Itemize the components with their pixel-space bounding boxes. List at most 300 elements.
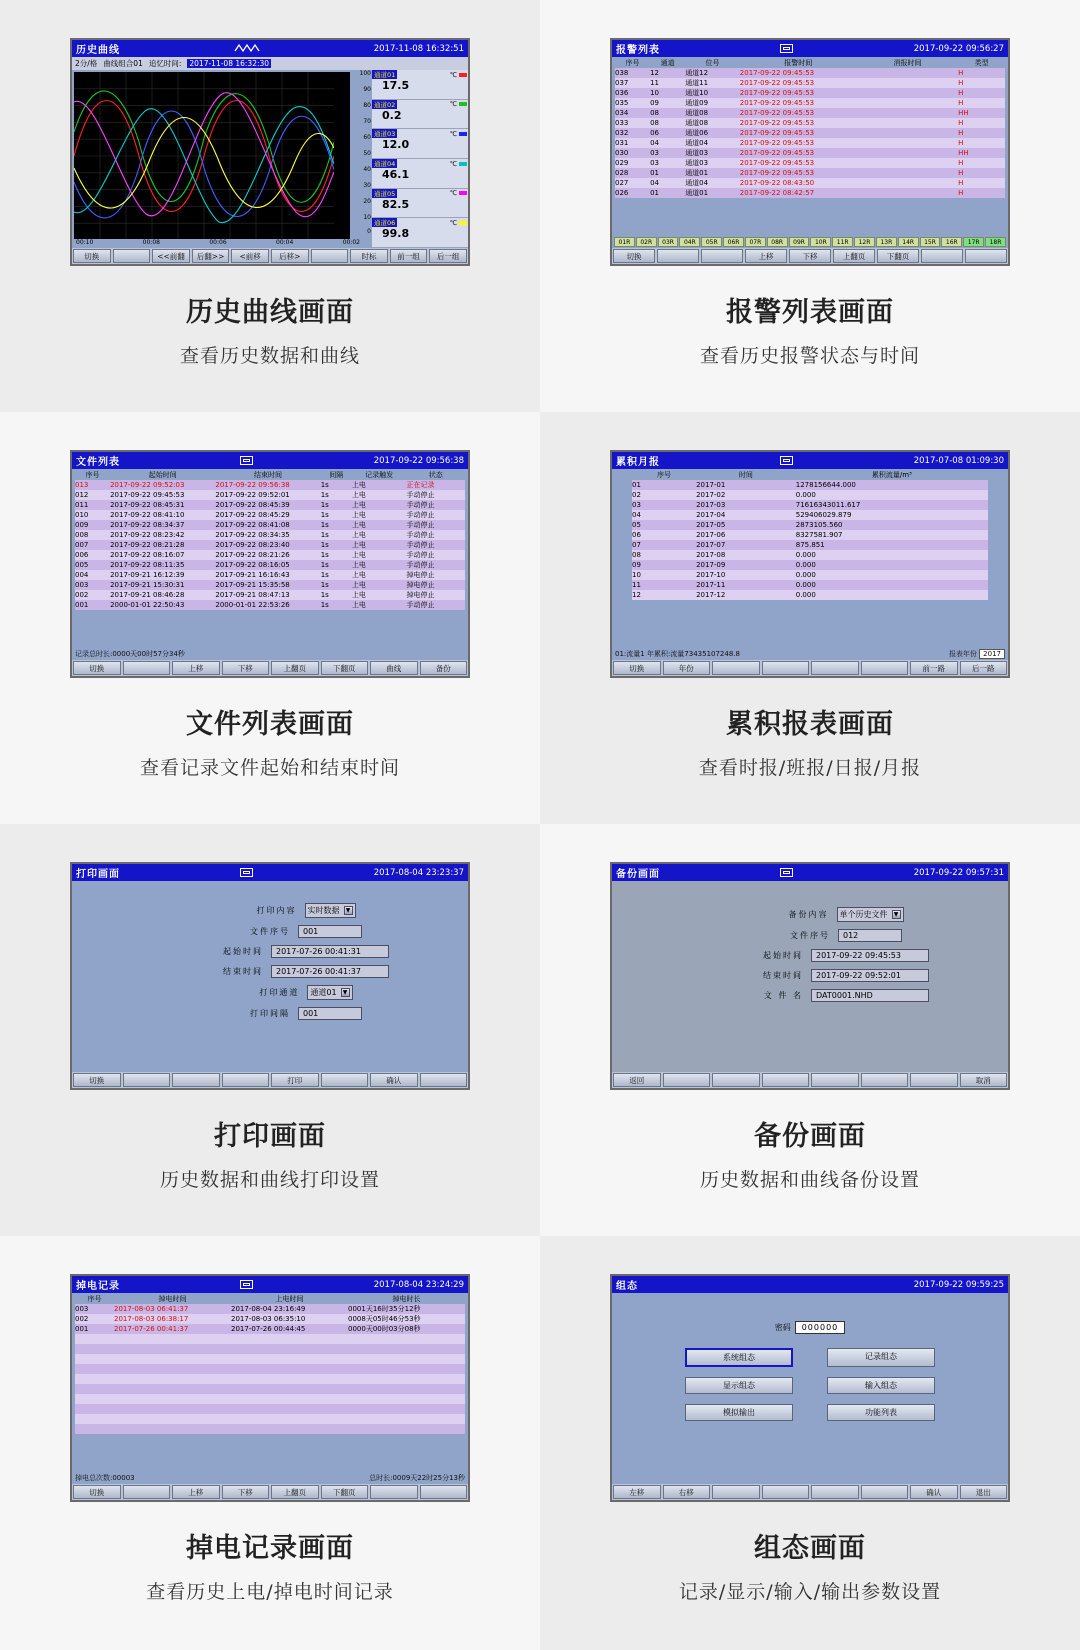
caption-subtitle: 查看历史数据和曲线 <box>179 345 360 367</box>
table-row[interactable] <box>632 500 988 510</box>
cell-type: H <box>958 69 964 77</box>
button-blank[interactable] <box>657 249 699 263</box>
channel-color-swatch <box>459 162 467 166</box>
field-label: 打印通道 <box>259 988 300 997</box>
button-blank[interactable] <box>311 249 349 263</box>
config-option-input[interactable]: 输入组态 <box>827 1377 935 1394</box>
caption-subtitle: 查看时报/班报/日报/月报 <box>698 757 922 779</box>
channel-row[interactable] <box>372 218 468 248</box>
cell-time: 2017-12 <box>696 591 726 599</box>
table-row[interactable] <box>632 520 988 530</box>
button-move-right[interactable]: 右移 <box>663 1485 711 1499</box>
channel-tag[interactable]: 10R <box>810 237 831 247</box>
config-option-system[interactable]: 系统组态 <box>685 1348 793 1367</box>
button-blank[interactable] <box>663 1073 711 1087</box>
table-row-empty[interactable] <box>75 1404 465 1414</box>
button-blank[interactable] <box>712 1073 760 1087</box>
display-icon <box>780 456 793 465</box>
channel-name: 通道06 <box>374 219 396 228</box>
cell-end-time: 2017-09-22 08:34:35 <box>215 531 290 539</box>
button-page-down[interactable]: 下翻页 <box>877 249 919 263</box>
cell-channel: 03 <box>650 149 660 157</box>
config-option-display[interactable]: 显示组态 <box>685 1377 793 1394</box>
button-blank[interactable] <box>910 1073 958 1087</box>
button-blank[interactable] <box>861 661 909 675</box>
print-interval-input[interactable]: 001 <box>298 1007 362 1020</box>
y-tick: 20 <box>363 198 371 205</box>
table-row[interactable] <box>615 108 1005 118</box>
table-row[interactable] <box>75 570 465 580</box>
field-start-time <box>72 945 468 958</box>
channel-values-panel <box>372 70 468 248</box>
table-row[interactable] <box>632 480 988 490</box>
table-row[interactable] <box>75 520 465 530</box>
button-prev-group[interactable]: 前一组 <box>390 249 428 263</box>
backup-form <box>612 881 1008 1072</box>
button-blank[interactable] <box>701 249 743 263</box>
channel-tag[interactable]: 08R <box>767 237 788 247</box>
chevron-down-icon[interactable]: ▼ <box>892 910 901 919</box>
button-next-channel[interactable]: 后一路 <box>960 661 1008 675</box>
button-bar <box>72 1072 468 1088</box>
button-switch[interactable]: 切换 <box>73 249 111 263</box>
field-label: 起始时间 <box>223 947 263 956</box>
table-row[interactable] <box>615 88 1005 98</box>
cell-time: 2017-04 <box>696 511 726 519</box>
table-row[interactable] <box>75 600 465 610</box>
button-bar <box>612 660 1008 676</box>
table-row[interactable] <box>615 168 1005 178</box>
channel-row[interactable] <box>372 100 468 130</box>
cell-clear-time <box>857 148 958 158</box>
field-value: 实时数据 <box>307 906 340 915</box>
cell-index: 005 <box>75 561 89 569</box>
table-row[interactable] <box>75 490 465 500</box>
report-year-label: 报表年份 <box>948 650 977 658</box>
channel-tag[interactable]: 03R <box>658 237 679 247</box>
button-blank[interactable] <box>811 661 859 675</box>
table-row[interactable] <box>615 118 1005 128</box>
cell-index: 029 <box>615 159 629 167</box>
channel-tag[interactable]: 07R <box>745 237 766 247</box>
button-page-up[interactable]: 上翻页 <box>271 1485 319 1499</box>
button-page-up[interactable]: 上翻页 <box>271 661 319 675</box>
channel-color-swatch <box>459 191 467 195</box>
cell-index: 032 <box>615 129 629 137</box>
file-index-input[interactable]: 012 <box>838 929 902 942</box>
button-switch[interactable]: 切换 <box>613 661 661 675</box>
table-row[interactable] <box>632 560 988 570</box>
button-move-up[interactable]: 上移 <box>745 249 787 263</box>
channel-row[interactable] <box>372 189 468 219</box>
table-row[interactable] <box>632 510 988 520</box>
button-move-left[interactable]: 左移 <box>613 1485 661 1499</box>
table-row[interactable] <box>632 550 988 560</box>
button-blank[interactable] <box>861 1073 909 1087</box>
button-confirm[interactable]: 确认 <box>370 1073 418 1087</box>
caption-subtitle: 查看历史上电/掉电时间记录 <box>146 1581 394 1603</box>
table-row[interactable] <box>75 530 465 540</box>
button-page-forward[interactable]: 后翻>> <box>192 249 230 263</box>
table-row[interactable] <box>75 580 465 590</box>
channel-tag[interactable]: 09R <box>789 237 810 247</box>
cell-alarm-time: 2017-09-22 09:45:53 <box>739 69 815 77</box>
password-row <box>612 1321 1008 1334</box>
cell-index: 10 <box>632 571 641 579</box>
cell-interval: 1s <box>320 581 329 589</box>
button-blank[interactable] <box>420 1485 468 1499</box>
cell-alarm-time: 2017-09-22 09:45:53 <box>739 139 815 147</box>
table-row[interactable] <box>632 570 988 580</box>
cell-index: 002 <box>75 591 89 599</box>
report-year-value[interactable]: 2017 <box>979 649 1005 659</box>
y-tick: 100 <box>359 70 371 77</box>
table-row[interactable] <box>615 98 1005 108</box>
button-bar <box>72 1484 468 1500</box>
table-row[interactable] <box>75 1324 465 1334</box>
button-move-down[interactable]: 下移 <box>222 661 270 675</box>
channel-tag[interactable]: 01R <box>614 237 635 247</box>
recall-value[interactable]: 2017-11-08 16:32:30 <box>189 59 270 68</box>
cell-time: 2017-05 <box>696 521 726 529</box>
table-header-row <box>75 1294 465 1304</box>
col-power-up-time: 上电时间 <box>275 1295 304 1303</box>
cell-type: HH <box>958 149 969 157</box>
cell-index: 006 <box>75 551 89 559</box>
button-next-group[interactable]: 后一组 <box>429 249 467 263</box>
cell-status: 掉电停止 <box>406 571 435 579</box>
channel-value: 0.2 <box>382 108 402 122</box>
col-index: 序号 <box>625 59 640 67</box>
cell-interval: 1s <box>320 521 329 529</box>
button-backup[interactable]: 备份 <box>420 661 468 675</box>
button-blank[interactable] <box>712 661 760 675</box>
cell-type: H <box>958 119 964 127</box>
cell-alarm-time: 2017-09-22 08:42:57 <box>739 189 815 197</box>
cell-tag: 通道03 <box>685 149 709 157</box>
config-option-function-list[interactable]: 功能列表 <box>827 1404 935 1421</box>
screen-title: 备份画面 <box>616 869 660 880</box>
table-row[interactable] <box>632 530 988 540</box>
cell-start-time: 2017-09-21 15:30:31 <box>110 581 185 589</box>
y-tick: 60 <box>363 134 371 141</box>
channel-tag[interactable]: 16R <box>941 237 962 247</box>
cell-time: 2017-07 <box>696 541 726 549</box>
device-screen-monthly-report <box>610 450 1010 678</box>
start-time-input[interactable]: 2017-07-26 00:41:31 <box>271 945 389 958</box>
button-prev-channel[interactable]: 前一路 <box>910 661 958 675</box>
button-blank[interactable] <box>370 1485 418 1499</box>
cell-time: 2017-03 <box>696 501 726 509</box>
button-blank[interactable] <box>762 1485 810 1499</box>
cell-power-down: 2017-07-26 00:41:37 <box>114 1325 189 1333</box>
channel-tag[interactable]: 06R <box>723 237 744 247</box>
button-print[interactable]: 打印 <box>271 1073 319 1087</box>
button-switch[interactable]: 切换 <box>73 1485 121 1499</box>
field-file-index <box>612 929 1008 942</box>
button-curve[interactable]: 曲线 <box>370 661 418 675</box>
summary-total-duration: 总时长:0009天22时25分13秒 <box>369 1474 465 1482</box>
button-blank[interactable] <box>123 1485 171 1499</box>
cell-interval: 1s <box>320 601 329 609</box>
channel-row[interactable] <box>372 70 468 100</box>
print-channel-select[interactable] <box>307 985 352 1000</box>
caption-title: 累积报表画面 <box>726 709 894 740</box>
end-time-input[interactable]: 2017-09-22 09:52:01 <box>811 969 929 982</box>
screen-title: 组态 <box>616 1281 638 1292</box>
cell-tag: 通道06 <box>685 129 709 137</box>
cell-alarm-time: 2017-09-22 09:45:53 <box>739 109 815 117</box>
channel-row[interactable] <box>372 159 468 189</box>
table-row[interactable] <box>75 560 465 570</box>
password-input[interactable]: 000000 <box>795 1321 846 1334</box>
field-print-content <box>72 903 468 918</box>
cell-power-down: 2017-08-03 06:38:17 <box>114 1315 189 1323</box>
button-blank[interactable] <box>113 249 151 263</box>
button-page-back[interactable]: <<前翻 <box>152 249 190 263</box>
cell-end-time: 2017-09-22 08:16:05 <box>215 561 290 569</box>
channel-value: 12.0 <box>382 138 410 152</box>
button-blank[interactable] <box>762 1073 810 1087</box>
end-time-input[interactable]: 2017-07-26 00:41:37 <box>271 965 389 978</box>
cell-index: 05 <box>632 521 641 529</box>
channel-unit: ℃ <box>449 189 457 198</box>
caption-subtitle: 历史数据和曲线备份设置 <box>699 1169 920 1191</box>
button-blank[interactable] <box>811 1485 859 1499</box>
button-move-up[interactable]: 上移 <box>172 661 220 675</box>
cell-alarm-time: 2017-09-22 09:45:53 <box>739 99 815 107</box>
device-screen-print <box>70 862 470 1090</box>
print-content-select[interactable] <box>305 903 356 918</box>
cell-end-time: 2017-09-22 08:41:08 <box>215 521 290 529</box>
datetime: 2017-09-22 09:59:25 <box>913 1279 1004 1290</box>
cell-index: 03 <box>632 501 641 509</box>
cell-index: 04 <box>632 511 641 519</box>
titlebar <box>72 40 468 57</box>
cell-start-time: 2017-09-22 08:11:35 <box>110 561 185 569</box>
button-blank[interactable] <box>123 1073 171 1087</box>
button-year[interactable]: 年份 <box>663 661 711 675</box>
table-row[interactable] <box>615 148 1005 158</box>
cell-duration: 0001天16时35分12秒 <box>348 1305 421 1313</box>
button-switch[interactable]: 切换 <box>613 249 655 263</box>
button-move-down[interactable]: 下移 <box>222 1485 270 1499</box>
channel-tag[interactable]: 17R <box>963 237 984 247</box>
cell-value: 0.000 <box>795 561 816 569</box>
table-row[interactable] <box>615 68 1005 78</box>
y-tick: 70 <box>363 118 371 125</box>
table-row[interactable] <box>75 510 465 520</box>
button-blank[interactable] <box>965 249 1007 263</box>
table-row-empty[interactable] <box>75 1424 465 1434</box>
cell-time: 2017-08 <box>696 551 726 559</box>
config-option-analog-output[interactable]: 模拟输出 <box>685 1404 793 1421</box>
table-row-empty[interactable] <box>75 1394 465 1404</box>
table-row-empty[interactable] <box>75 1374 465 1384</box>
curve-body <box>72 70 468 248</box>
table-row-empty[interactable] <box>75 1384 465 1394</box>
curve-group[interactable]: 曲线组合01 <box>103 59 143 68</box>
table-row[interactable] <box>615 128 1005 138</box>
cell-trigger: 上电 <box>351 561 366 569</box>
button-page-up[interactable]: 上翻页 <box>833 249 875 263</box>
channel-tag[interactable]: 02R <box>636 237 657 247</box>
button-page-down[interactable]: 下翻页 <box>321 661 369 675</box>
file-index-input[interactable]: 001 <box>298 925 362 938</box>
field-label: 结束时间 <box>763 971 803 980</box>
table-row[interactable] <box>615 138 1005 148</box>
chevron-down-icon[interactable]: ▼ <box>341 988 350 997</box>
button-blank[interactable] <box>321 1073 369 1087</box>
cell-index: 08 <box>632 551 641 559</box>
col-trigger: 记录触发 <box>365 471 394 479</box>
y-tick: 40 <box>363 166 371 173</box>
start-time-input[interactable]: 2017-09-22 09:45:53 <box>811 949 929 962</box>
button-page-down[interactable]: 下翻页 <box>321 1485 369 1499</box>
table-row[interactable] <box>75 590 465 600</box>
table-row[interactable] <box>75 550 465 560</box>
cell-interval: 1s <box>320 491 329 499</box>
button-confirm[interactable]: 确认 <box>910 1485 958 1499</box>
button-blank[interactable] <box>123 661 171 675</box>
cell-interval: 1s <box>320 541 329 549</box>
cell-value: 8327581.907 <box>795 531 843 539</box>
cell-index: 031 <box>615 139 629 147</box>
table-row[interactable] <box>632 490 988 500</box>
table-row[interactable] <box>615 158 1005 168</box>
button-blank[interactable] <box>222 1073 270 1087</box>
button-switch[interactable]: 切换 <box>73 661 121 675</box>
field-label: 文件序号 <box>250 927 290 936</box>
panel-config <box>540 1236 1080 1650</box>
table-row-empty[interactable] <box>75 1344 465 1354</box>
x-tick: 00:08 <box>142 239 160 246</box>
power-summary <box>75 1473 465 1483</box>
panel-power-log <box>0 1236 540 1650</box>
cell-index: 002 <box>75 1315 89 1323</box>
col-interval: 间隔 <box>329 471 344 479</box>
cell-power-up: 2017-08-03 06:35:10 <box>231 1315 306 1323</box>
table-row[interactable] <box>75 500 465 510</box>
channel-tag[interactable]: 15R <box>920 237 941 247</box>
cell-trigger: 上电 <box>351 581 366 589</box>
table-row-selected[interactable] <box>75 480 465 490</box>
button-blank[interactable] <box>172 1073 220 1087</box>
cell-index: 010 <box>75 511 89 519</box>
button-switch[interactable]: 切换 <box>73 1073 121 1087</box>
table-row[interactable] <box>615 188 1005 198</box>
cell-trigger: 上电 <box>351 511 366 519</box>
screen-title: 掉电记录 <box>76 1281 120 1292</box>
file-name-input[interactable]: DAT0001.NHD <box>811 989 929 1002</box>
cell-index: 012 <box>75 491 89 499</box>
button-move-down[interactable]: 下移 <box>789 249 831 263</box>
cell-channel: 09 <box>650 99 660 107</box>
button-blank[interactable] <box>420 1073 468 1087</box>
channel-tag[interactable]: 11R <box>832 237 853 247</box>
backup-content-select[interactable] <box>837 907 904 922</box>
table-row[interactable] <box>615 178 1005 188</box>
table-row-empty[interactable] <box>75 1354 465 1364</box>
cell-interval: 1s <box>320 551 329 559</box>
field-label: 结束时间 <box>223 967 263 976</box>
table-row[interactable] <box>632 540 988 550</box>
footer-right <box>949 649 1005 659</box>
cell-value: 875.851 <box>795 541 825 549</box>
channel-tag[interactable]: 18R <box>985 237 1006 247</box>
config-option-record[interactable]: 记录组态 <box>827 1348 935 1367</box>
table-row[interactable] <box>615 78 1005 88</box>
button-blank[interactable] <box>921 249 963 263</box>
button-shift-forward[interactable]: 后移> <box>271 249 309 263</box>
table-row[interactable] <box>632 580 988 590</box>
channel-row[interactable] <box>372 129 468 159</box>
col-power-down-time: 掉电时间 <box>158 1295 187 1303</box>
table-row-empty[interactable] <box>75 1414 465 1424</box>
button-blank[interactable] <box>762 661 810 675</box>
caption-title: 报警列表画面 <box>726 297 894 328</box>
cell-end-time: 2017-09-22 08:45:39 <box>215 501 290 509</box>
screen-title: 文件列表 <box>76 457 120 468</box>
x-tick: 00:02 <box>342 239 360 246</box>
button-exit[interactable]: 退出 <box>960 1485 1008 1499</box>
curve-plot[interactable] <box>74 72 350 246</box>
button-move-up[interactable]: 上移 <box>172 1485 220 1499</box>
alarm-table-wrap <box>612 57 1008 248</box>
channel-tag[interactable]: 13R <box>876 237 897 247</box>
cell-start-time: 2000-01-01 22:50:43 <box>110 601 185 609</box>
cell-channel: 06 <box>650 129 660 137</box>
button-blank[interactable] <box>712 1485 760 1499</box>
button-timescale[interactable]: 时标 <box>350 249 388 263</box>
button-return[interactable]: 返回 <box>613 1073 661 1087</box>
button-shift-back[interactable]: <前移 <box>231 249 269 263</box>
cell-duration: 0000天00时03分08秒 <box>348 1325 421 1333</box>
cell-interval: 1s <box>320 481 329 489</box>
cell-end-time: 2017-09-22 09:56:38 <box>215 481 290 489</box>
cell-channel: 01 <box>650 189 660 197</box>
col-clear-time: 消报时间 <box>893 59 922 67</box>
table-row-empty[interactable] <box>75 1364 465 1374</box>
button-cancel[interactable]: 取消 <box>960 1073 1008 1087</box>
table-row[interactable] <box>632 590 988 600</box>
channel-tag[interactable]: 12R <box>854 237 875 247</box>
cell-tag: 通道10 <box>685 89 709 97</box>
button-bar <box>612 1072 1008 1088</box>
field-file-name <box>612 989 1008 1002</box>
datetime: 2017-11-08 16:32:51 <box>373 43 464 54</box>
table-row[interactable] <box>75 540 465 550</box>
channel-tag[interactable]: 05R <box>701 237 722 247</box>
cell-value: 0.000 <box>795 591 816 599</box>
titlebar <box>72 864 468 881</box>
cell-type: H <box>958 129 964 137</box>
channel-tag[interactable]: 04R <box>679 237 700 247</box>
y-tick: 90 <box>363 86 371 93</box>
cell-type: H <box>958 139 964 147</box>
chevron-down-icon[interactable]: ▼ <box>344 906 353 915</box>
table-row-empty[interactable] <box>75 1334 465 1344</box>
display-icon <box>780 44 793 53</box>
caption-title: 掉电记录画面 <box>186 1533 354 1564</box>
button-blank[interactable] <box>811 1073 859 1087</box>
channel-tag[interactable]: 14R <box>898 237 919 247</box>
table-row[interactable] <box>75 1304 465 1314</box>
button-blank[interactable] <box>861 1485 909 1499</box>
table-row[interactable] <box>75 1314 465 1324</box>
cell-index: 02 <box>632 491 641 499</box>
cell-value: 529406029.879 <box>795 511 852 519</box>
